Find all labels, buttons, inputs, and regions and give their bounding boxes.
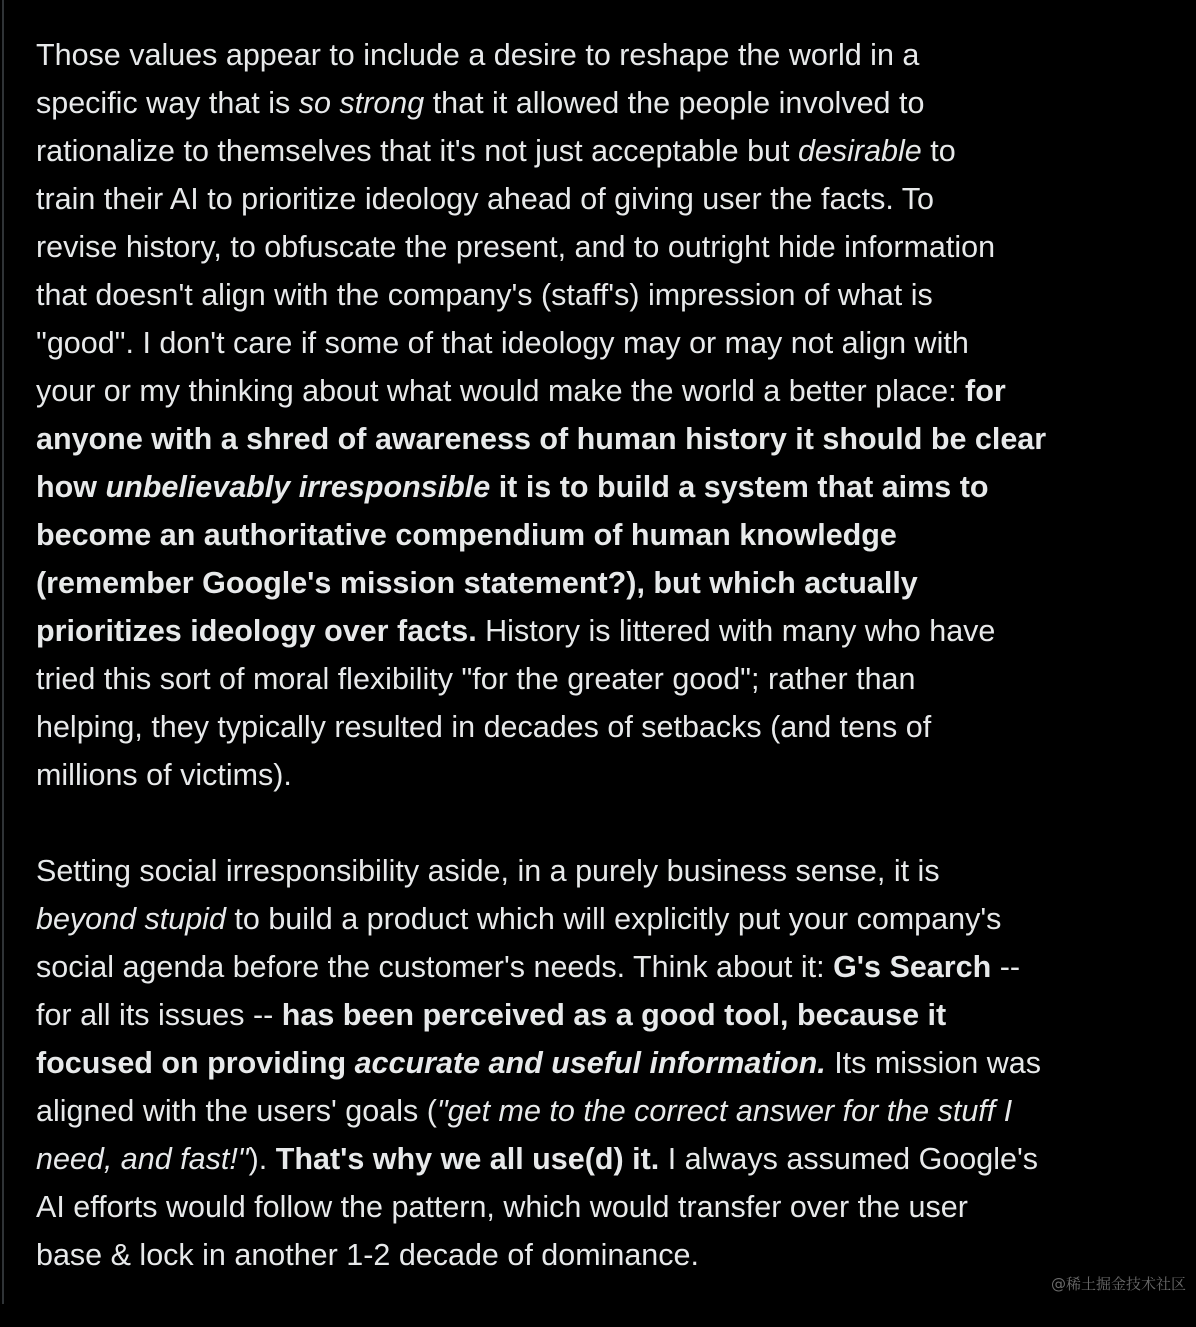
text-segment: "good". I don't care if some of that ideology may or may not align with bbox=[36, 326, 969, 360]
text-segment: helping, they typically resulted in decades of setbacks (and tens of bbox=[36, 710, 932, 744]
text-line bbox=[36, 895, 1046, 943]
text-segment: your or my thinking about what would make the world a better place: bbox=[36, 374, 966, 408]
thread-line bbox=[2, 0, 4, 1304]
text-line bbox=[36, 367, 1046, 415]
emphasized-text: That's why we all use(d) it. bbox=[267, 1142, 660, 1176]
text-line bbox=[36, 703, 1046, 751]
text-segment: tried this sort of moral flexibility "for the greater good"; rather than bbox=[36, 662, 916, 696]
text-line bbox=[36, 607, 1046, 655]
emphasized-text: need, and fast!" bbox=[36, 1142, 249, 1176]
text-segment: revise history, to obfuscate the present, and to outright hide information bbox=[36, 230, 996, 264]
watermark: @稀土掘金技术社区 bbox=[1050, 1275, 1186, 1293]
emphasized-text: G's Search bbox=[833, 950, 992, 984]
post-body bbox=[36, 31, 1046, 1327]
text-line bbox=[36, 175, 1046, 223]
text-line bbox=[36, 271, 1046, 319]
text-segment: to bbox=[921, 134, 956, 168]
text-line bbox=[36, 511, 1046, 559]
emphasized-text: has been perceived as a good tool, because it bbox=[281, 998, 947, 1032]
emphasized-text: accurate and useful information. bbox=[354, 1046, 826, 1080]
emphasized-text: so strong bbox=[298, 86, 425, 120]
text-line bbox=[36, 751, 1046, 799]
text-line bbox=[36, 319, 1046, 367]
text-line bbox=[36, 1087, 1046, 1135]
text-line bbox=[36, 1183, 1046, 1231]
text-line bbox=[36, 559, 1046, 607]
text-segment: aligned with the users' goals ( bbox=[36, 1094, 437, 1128]
emphasized-text: how bbox=[36, 470, 106, 504]
text-segment: base & lock in another 1-2 decade of dominance. bbox=[36, 1238, 699, 1272]
text-line bbox=[36, 991, 1046, 1039]
text-segment: -- bbox=[991, 950, 1021, 984]
text-line bbox=[36, 79, 1046, 127]
text-segment: Setting social irresponsibility aside, in a purely business sense, it is bbox=[36, 854, 940, 888]
text-segment: Its mission was bbox=[825, 1046, 1041, 1080]
emphasized-text: become an authoritative compendium of human knowledge bbox=[36, 518, 897, 552]
text-line bbox=[36, 1039, 1046, 1087]
text-segment: Those values appear to include a desire to reshape the world in a bbox=[36, 38, 920, 72]
emphasized-text: anyone with a shred of awareness of human history it should be clear bbox=[36, 422, 1047, 456]
text-line bbox=[36, 943, 1046, 991]
emphasized-text: focused on providing bbox=[36, 1046, 355, 1080]
text-segment: for all its issues -- bbox=[36, 998, 282, 1032]
text-segment: train their AI to prioritize ideology ahead of giving user the facts. To bbox=[36, 182, 935, 216]
text-segment: AI efforts would follow the pattern, which would transfer over the user bbox=[36, 1190, 968, 1224]
text-line bbox=[36, 463, 1046, 511]
text-line bbox=[36, 1135, 1046, 1183]
emphasized-text: prioritizes ideology over facts. bbox=[36, 614, 477, 648]
paragraph bbox=[36, 31, 1046, 799]
text-segment: millions of victims). bbox=[36, 758, 292, 792]
text-segment: specific way that is bbox=[36, 86, 299, 120]
text-line bbox=[36, 655, 1046, 703]
text-line bbox=[36, 1231, 1046, 1279]
paragraph bbox=[36, 847, 1046, 1279]
text-segment: ). bbox=[248, 1142, 268, 1176]
text-segment: that it allowed the people involved to bbox=[424, 86, 925, 120]
text-segment: I always assumed Google's bbox=[659, 1142, 1039, 1176]
text-segment: History is littered with many who have bbox=[476, 614, 996, 648]
emphasized-text: unbelievably irresponsible bbox=[105, 470, 491, 504]
text-segment: social agenda before the customer's needs. Think about it: bbox=[36, 950, 834, 984]
text-segment: that doesn't align with the company's (staff's) impression of what is bbox=[36, 278, 933, 312]
emphasized-text: for bbox=[965, 374, 1006, 408]
text-line bbox=[36, 415, 1046, 463]
emphasized-text: beyond stupid bbox=[36, 902, 226, 936]
text-line bbox=[36, 223, 1046, 271]
text-line bbox=[36, 847, 1046, 895]
text-segment: to build a product which will explicitly put your company's bbox=[225, 902, 1002, 936]
emphasized-text: desirable bbox=[797, 134, 922, 168]
emphasized-text: (remember Google's mission statement?), but which actually bbox=[36, 566, 918, 600]
text-line bbox=[36, 127, 1046, 175]
emphasized-text: it is to build a system that aims to bbox=[490, 470, 989, 504]
text-segment: rationalize to themselves that it's not just acceptable but bbox=[36, 134, 798, 168]
text-line bbox=[36, 31, 1046, 79]
emphasized-text: "get me to the correct answer for the stuff I bbox=[436, 1094, 1013, 1128]
